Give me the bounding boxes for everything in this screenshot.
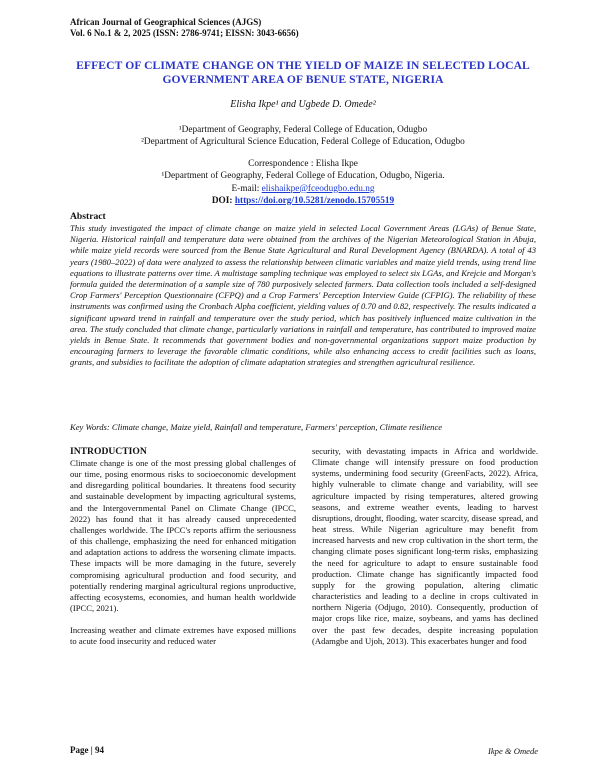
correspondence-label: Correspondence : Elisha Ikpe	[248, 159, 358, 169]
doi-line	[70, 195, 536, 207]
keywords: Key Words: Climate change, Maize yield, Rainfall and temperature, Farmers' perception, Climate resilience	[70, 422, 443, 432]
doi-link[interactable]: https://doi.org/10.5281/zenodo.15705519	[234, 195, 395, 206]
introduction-paragraph-2: Increasing weather and climate extremes have exposed millions to acute food insecurity and reduced water	[70, 625, 296, 647]
paragraph-spacer	[70, 614, 296, 625]
email-link[interactable]: elishaikpe@fceodugbo.edu.ng	[261, 183, 375, 194]
correspondence-block	[70, 158, 536, 207]
journal-header	[70, 17, 299, 39]
author-list: Elisha Ikpe¹ and Ugbede D. Omede²	[230, 99, 376, 110]
introduction-heading: INTRODUCTION	[70, 446, 147, 457]
right-column	[312, 446, 538, 647]
left-column	[70, 446, 296, 648]
abstract-heading: Abstract	[70, 211, 106, 222]
affiliation-1: ¹Department of Geography, Federal College of Education, Odugbo	[178, 125, 428, 135]
introduction-paragraph-1: Climate change is one of the most pressing global challenges of our time, posing enormous risks to socioeconomic development and disregarding political boundaries. It threatens food security and sustainable development by impacting agricultural systems, and the Intergovernmental Panel on Climate Change (IPCC, 2022) has found that it has already caused unprecedented challenges worldwide. The IPCC's reports affirm the seriousness of this challenge, emphasizing the need for enhanced mitigation and adaptation actions to address the worsening climate impacts. These impacts will be more damaging in the future, severely compromising agricultural production and food security, and potentially rendering marginal agricultural regions unproductive, affecting ecosystems, economies, and human health worldwide (IPCC, 2021).	[70, 458, 296, 614]
introduction-paragraph-3: security, with devastating impacts in Africa and worldwide. Climate change will intensify pressure on food production systems, undermining food security (GreenFacts, 2022). Africa, highly vulnerable to climate change and variability, will see agriculture impacted by rising temperatures, altered growing seasons, and extreme weather events, leading to harvest disruptions, drought, flooding, water scarcity, disease spread, and heat stress. While Nigerian agriculture may benefit from increased harvests and new crop cultivation in the short term, the changing climate poses significant long-term risks, emphasizing the need for agriculture to adapt to ensure sustainable food production. Climate change has significantly impacted food supply for the growing population, altering climatic characteristics and leading to a decline in crops cultivated in northern Nigeria (Odjugo, 2010). Consequently, production of major crops like rice, maize, soybeans, and yams has declined over the past few decades, despite increasing population (Adamgbe and Ujoh, 2013). This exacerbates hunger and food	[312, 446, 538, 646]
abstract-text: This study investigated the impact of climate change on maize yield in selected Local Government Areas (LGAs) of Benue State, Nigeria. Historical rainfall and temperature data were obtained from the archives of the Nigerian Meteorological Station in Abuja, while maize yield records were sourced from the Benue State Agricultural and Rural Development Agency (BNARDA). A total of 43 years (1980–2022) of data were analyzed to assess the relationship between climatic variables and maize yield trends, using trend line equations to illustrate patterns over time. A multistage sampling technique was employed to select six LGAs, and Krejcie and Morgan's formula guided the determination of a sample size of 780 purposively selected farmers. Data collection tools included a self-designed Crop Farmers' Perception Questionnaire (CFPQ) and a Crop Farmers' Perception Interview Guide (CFPIG). The reliability of these instruments was confirmed using the Cronbach Alpha coefficient, yielding values of 0.70 and 0.82, respectively. The results indicated a significant upward trend in rainfall and temperature over the study period, which has positively influenced maize cultivation in the area. The study concluded that climate change, particularly variations in rainfall and temperature, has contributed to improved maize yields in Benue State. It recommends that government bodies and non-governmental organizations support maize production by encouraging farmers to leverage the favorable climatic conditions, while also enhancing access to credit facilities such as loans, grants, and subsidies to facilitate the adoption of climate adaptation strategies and strengthen agricultural resilience.	[70, 223, 536, 368]
doi-label: DOI:	[211, 195, 235, 206]
running-author: Ikpe & Omede	[488, 746, 539, 756]
affiliations	[70, 124, 536, 148]
paper-title: EFFECT OF CLIMATE CHANGE ON THE YIELD OF MAIZE IN SELECTED LOCAL GOVERNMENT AREA OF BENUE STATE, NIGERIA	[76, 59, 530, 86]
journal-volume: Vol. 6 No.1 & 2, 2025 (ISSN: 2786-9741; EISSN: 3043-6656)	[70, 28, 299, 38]
affiliation-2: ²Department of Agricultural Science Education, Federal College of Education, Odugbo	[141, 137, 465, 147]
correspondence-department: ¹Department of Geography, Federal College of Education, Odugbo, Nigeria.	[161, 171, 445, 182]
email-label: E-mail:	[231, 183, 262, 194]
journal-name: African Journal of Geographical Sciences (AJGS)	[70, 17, 262, 27]
page-number: Page | 94	[70, 745, 104, 755]
email-line	[70, 183, 536, 195]
